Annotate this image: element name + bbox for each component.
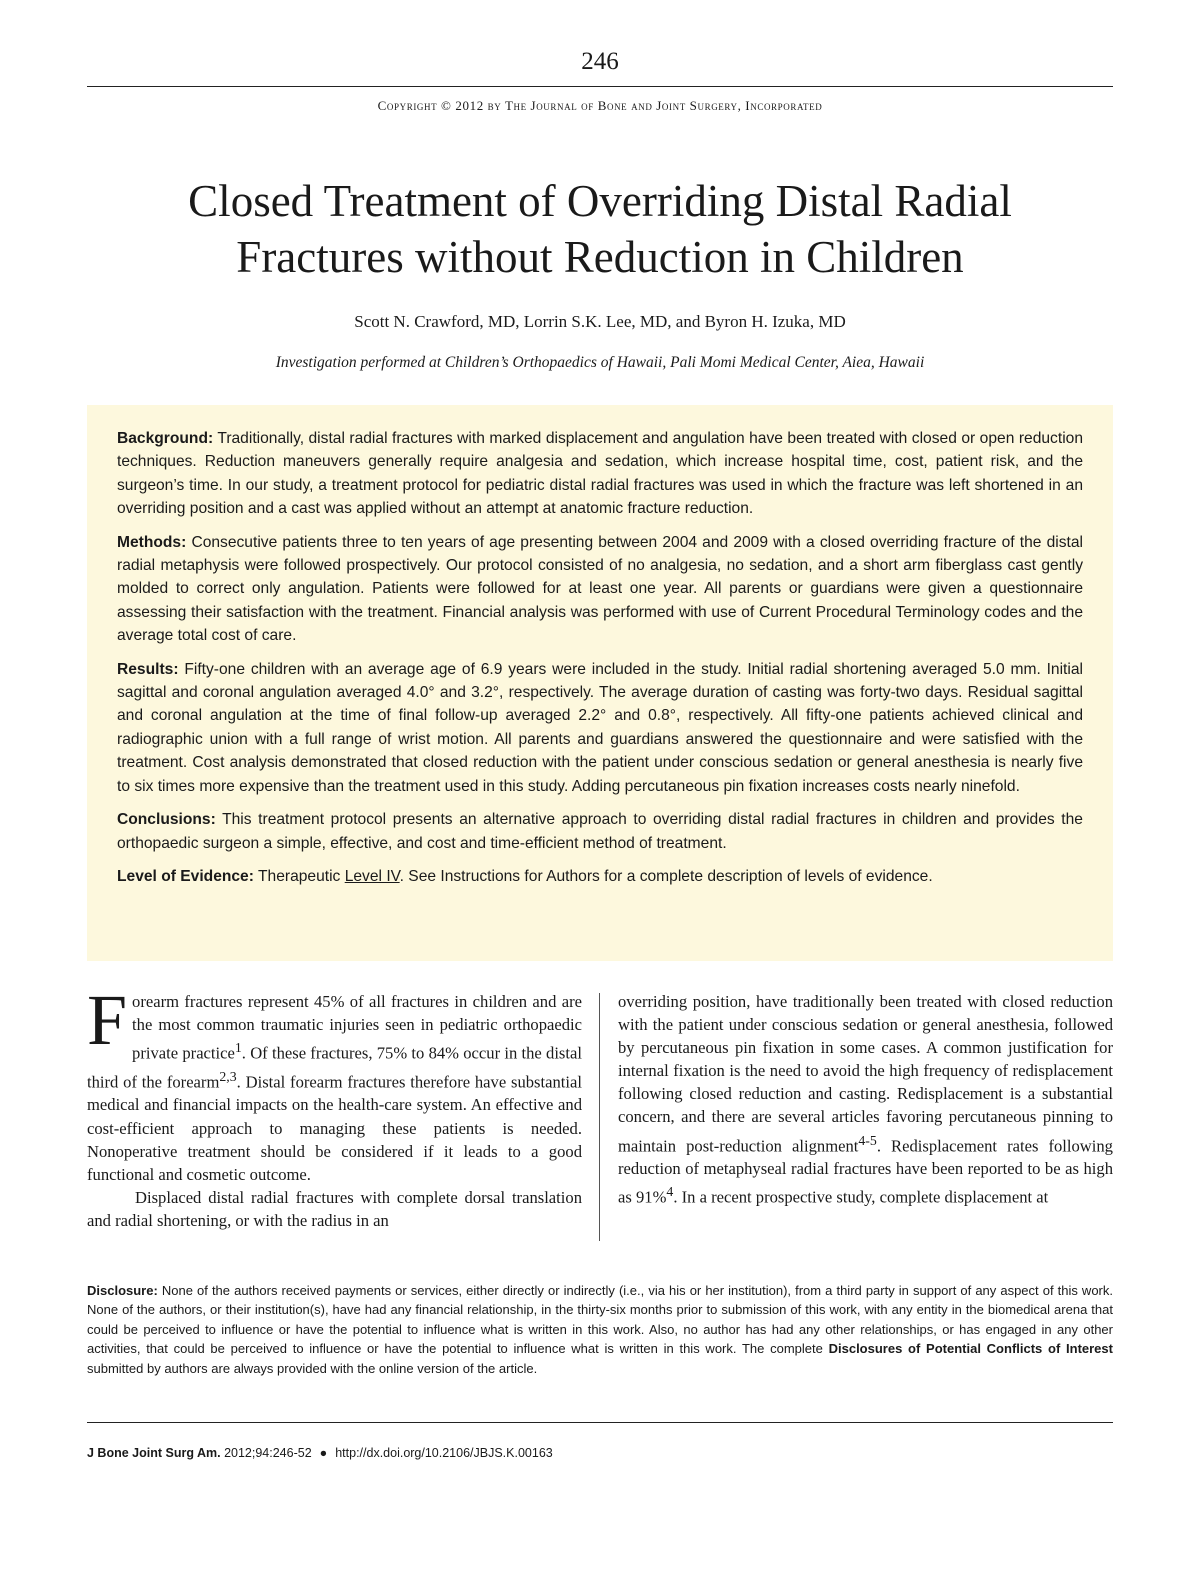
background-label: Background: xyxy=(117,430,214,447)
reference-marker[interactable]: 2,3 xyxy=(219,1068,237,1084)
loe-label: Level of Evidence: xyxy=(117,867,254,885)
volume-pages: 2012;94:246-52 xyxy=(224,1446,312,1460)
abstract-results xyxy=(117,658,1083,798)
abstract-box xyxy=(87,405,1113,961)
body-column-left xyxy=(87,980,582,1232)
body-paragraph: overriding position, have traditionally been treated with closed reduction with the patient under conscious sedation or general anesthesia, followed by percutaneous pin fixation in some cases. A common justification for internal fixation is the need to avoid the high frequency of redisplacement following closed reduction and casting. Redisplacement is a substantial concern, and there are several articles favoring percutaneous pinning to maintain post-reduction alignment$^{4-5}$. Redisplacement rates following reduction of metaphyseal radial fractures have been reported to be as high as 91%$^4$. In a recent prospective study, complete displacement at xyxy=(618,992,1113,1207)
institution-note: Investigation performed at Children’s Orthopaedics of Hawaii, Pali Momi Medical Center, Aiea, Hawaii xyxy=(275,354,925,371)
body-paragraph: Displaced distal radial fractures with complete dorsal translation and radial shortening, or with the radius in an xyxy=(87,1187,582,1230)
disclosure-statement: Disclosure: None of the authors received payments or services, either directly or indirectly (i.e., via his or her institution), from a third party in support of any aspect of this work. None of the authors, or their institution(s), have had any financial relationship, in the thirty-six months prior to submission of this work, with any entity in the biomedical arena that could be perceived to influence or have the potential to influence what is written in this work. Also, no author has had any other relationships, or has engaged in any other activities, that could be perceived to influence or have the potential to influence what is written in this work. The complete Disclosures of Potential Conflicts of Interest submitted by authors are always provided with the online version of the article. xyxy=(87,1283,1113,1376)
loe-prefix: Therapeutic xyxy=(258,867,341,885)
bullet-icon: ● xyxy=(319,1446,328,1460)
copyright-notice: Copyright © 2012 by The Journal of Bone and Joint Surgery, Incorporated xyxy=(377,98,823,113)
results-label: Results: xyxy=(117,660,179,678)
author-list: Scott N. Crawford, MD, Lorrin S.K. Lee, MD, and Byron H. Izuka, MD xyxy=(354,312,846,331)
results-text: Fifty-one children with an average age of 6.9 years were included in the study. Initial radial shortening averaged 5.0 mm. Initial sagittal and coronal angulation averaged 4.0° and 3.2°, respectively. The average duration of casting was forty-two days. Residual sagittal and coronal angulation at the time of final follow-up averaged 2.2° and 0.8°, respectively. All fifty-one patients achieved clinical and radiographic union with a full range of wrist motion. All parents and guardians answered the questionnaire and were satisfied with the treatment. Cost analysis demonstrated that closed reduction with the patient under conscious sedation or general anesthesia is nearly five to six times more expensive than the treatment used in this study. Adding percutaneous pin fixation increases costs nearly ninefold. xyxy=(117,660,1083,795)
level-iv-link[interactable]: Level IV xyxy=(344,867,400,885)
conclusions-text: This treatment protocol presents an alternative approach to overriding distal radial fractures in children and provides the orthopaedic surgeon a simple, effective, and cost and time-efficient method of treatment. xyxy=(117,811,1083,852)
conclusions-label: Conclusions: xyxy=(117,811,216,829)
methods-label: Methods: xyxy=(117,533,187,551)
background-text: Traditionally, distal radial fractures with marked displacement and angulation have been treated with closed or open reduction techniques. Reduction maneuvers generally require analgesia and sedation, which increase hospital time, cost, patient risk, and the surgeon’s time. In our study, a treatment protocol for pediatric distal radial fractures was used in which the fracture was left shortened in an overriding position and a cast was applied without an attempt at anatomic fracture reduction. xyxy=(117,430,1083,518)
drop-cap: F xyxy=(87,980,128,1060)
header-rule xyxy=(87,86,1113,87)
disclosures-link[interactable]: Disclosures of Potential Conflicts of Interest xyxy=(828,1341,1113,1357)
column-divider xyxy=(599,993,600,1241)
article-title xyxy=(100,173,1100,285)
title-line-1: Closed Treatment of Overriding Distal Radial xyxy=(188,176,1012,226)
body-column-right xyxy=(618,990,1113,1209)
reference-marker[interactable]: 4 xyxy=(666,1184,674,1200)
page-number: 246 xyxy=(581,48,619,75)
journal-citation xyxy=(87,1446,553,1460)
footer-rule xyxy=(87,1422,1113,1423)
title-line-2: Fractures without Reduction in Children xyxy=(236,232,964,282)
body-paragraph: Forearm fractures represent 45% of all fractures in children and are the most common traumatic injuries seen in pediatric orthopaedic private practice$^1$. Of these fractures, 75% to 84% occur in the distal third of the forearm$^{2,3}$. Distal forearm fractures therefore have substantial medical and financial impacts on the health-care system. An effective and cost-efficient approach to managing these patients is needed. Nonoperative treatment should be considered if it leads to a good functional and cosmetic outcome. xyxy=(87,980,582,1184)
reference-marker[interactable]: 1 xyxy=(234,1040,242,1056)
abstract-background xyxy=(117,427,1083,521)
abstract-conclusions xyxy=(117,808,1083,855)
abstract-methods xyxy=(117,531,1083,648)
methods-text: Consecutive patients three to ten years of age presenting between 2004 and 2009 with a closed overriding fracture of the distal radial metaphysis were followed prospectively. Our protocol consisted of no analgesia, no sedation, and a short arm fiberglass cast gently molded to correct only angulation. Patients were followed for at least one year. All parents or guardians were given a questionnaire assessing their satisfaction with the treatment. Financial analysis was performed with use of Current Procedural Terminology codes and the average total cost of care. xyxy=(117,533,1083,645)
journal-name: J Bone Joint Surg Am. xyxy=(87,1446,221,1460)
abstract-level-of-evidence xyxy=(117,865,1083,888)
reference-marker[interactable]: 4-5 xyxy=(858,1132,877,1148)
doi-link[interactable]: http://dx.doi.org/10.2106/JBJS.K.00163 xyxy=(335,1446,553,1460)
disclosure-label: Disclosure: xyxy=(87,1283,158,1298)
loe-suffix: . See Instructions for Authors for a complete description of levels of evidence. xyxy=(399,867,933,885)
